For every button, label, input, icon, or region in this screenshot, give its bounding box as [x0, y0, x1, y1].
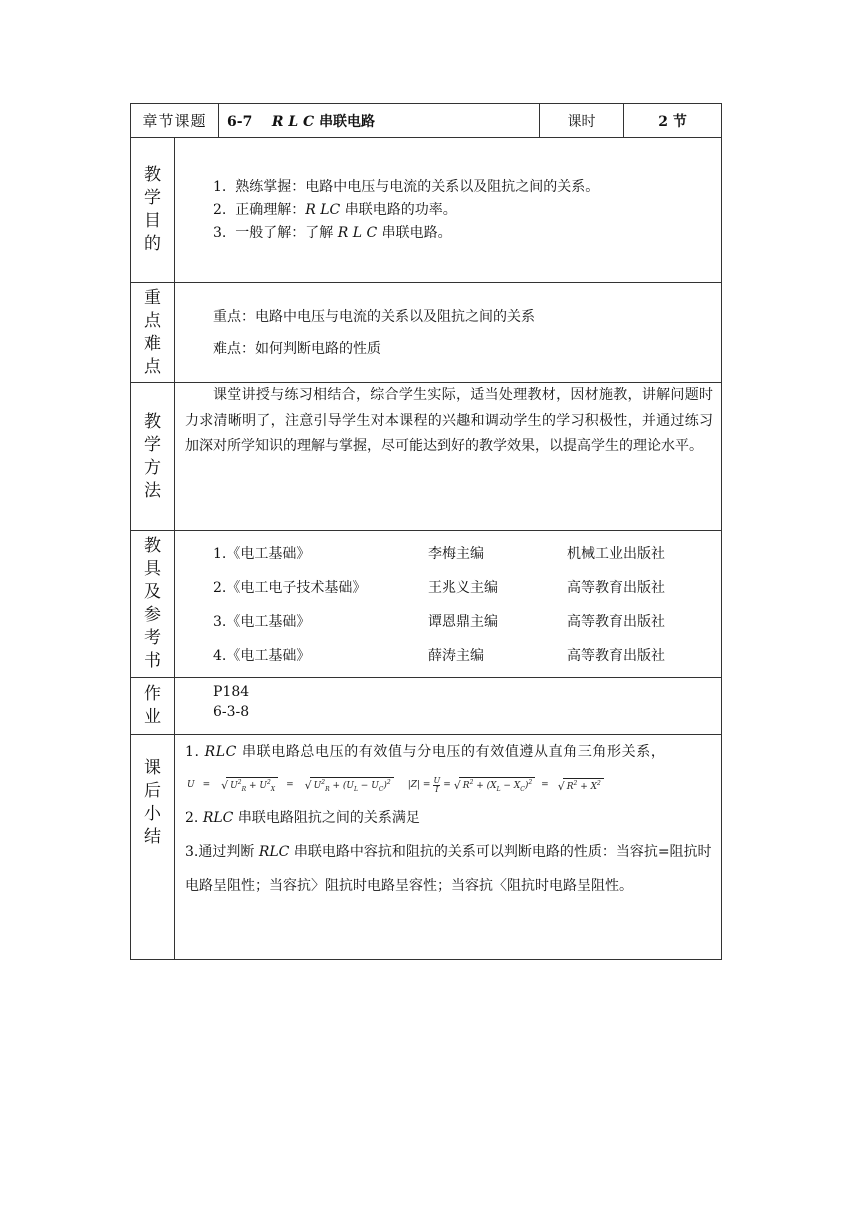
objectives-label: 教 学 目 的	[131, 138, 175, 283]
homework-content	[175, 678, 722, 735]
reference-item	[213, 604, 721, 638]
difficult-point-text: 难点：如何判断电路的性质	[213, 340, 381, 357]
voltage-formula: U = √ $U^2_R + U^2_X$ = √ $U^2_R + (U_L - U_C)^2$ |Z| = $\frac{U}{I}$ = √ $R^2 + (X_L - X_C)^2$ = √ $R^2 + X^2$	[185, 769, 713, 801]
lesson-symbol: R L C	[271, 113, 315, 130]
hours-value: 2 节	[624, 104, 722, 138]
homework-row	[131, 678, 722, 735]
key-point-text: 重点：电路中电压与电流的关系以及阻抗之间的关系	[213, 308, 535, 325]
objective-item: 3. 一般了解：了解 R L C 串联电路。	[213, 224, 452, 241]
references-label: 教 具 及 参 考 书	[131, 531, 175, 678]
reference-publisher: 高等教育出版社	[567, 580, 665, 596]
reference-book: 3.《电工基础》	[213, 614, 311, 630]
reference-book: 1.《电工基础》	[213, 546, 311, 562]
reference-publisher: 机械工业出版社	[567, 546, 665, 562]
lesson-number: 6-7	[227, 113, 253, 130]
reference-editor: 谭恩鼎主编	[428, 614, 498, 630]
reference-publisher: 高等教育出版社	[567, 648, 665, 664]
method-content	[175, 383, 722, 531]
summary-label: 课 后 小 结	[131, 735, 175, 960]
summary-item-1: 1. RLC 串联电路总电压的有效值与分电压的有效值遵从直角三角形关系，	[185, 744, 666, 760]
objectives-list	[213, 176, 721, 245]
lesson-title-text: 串联电路	[319, 113, 376, 130]
summary-item-2: 2. RLC 串联电路阻抗之间的关系满足	[185, 810, 420, 826]
summary-row	[131, 735, 722, 960]
summary-content	[175, 735, 722, 960]
lesson-title	[219, 104, 540, 138]
method-label: 教 学 方 法	[131, 383, 175, 531]
method-text: 课堂讲授与练习相结合，综合学生实际，适当处理教材，因材施教，讲解问题时力求清晰明了，注意引导学生对本课程的兴趣和调动学生的学习积极性，并通过练习加深对所学知识的理解与掌握，尽可能达到好的教学效果，以提高学生的理论水平。	[185, 387, 714, 454]
objective-item: 2. 正确理解：R LC 串联电路的功率。	[213, 201, 457, 218]
references-list	[213, 536, 721, 672]
reference-editor: 李梅主编	[428, 546, 484, 562]
objectives-content	[175, 138, 722, 283]
references-content	[175, 531, 722, 678]
reference-editor: 王兆义主编	[428, 580, 498, 596]
summary-item-3: 3.通过判断 RLC 串联电路中容抗和阻抗的关系可以判断电路的性质：当容抗=阻抗时电路呈阻性；当容抗〉阻抗时电路呈容性；当容抗〈阻抗时电路呈阻性。	[185, 844, 712, 894]
reference-item	[213, 536, 721, 570]
key-points-row	[131, 283, 722, 383]
method-row	[131, 383, 722, 531]
objective-item: 1. 熟练掌握：电路中电压与电流的关系以及阻抗之间的关系。	[213, 178, 600, 195]
chapter-label: 章节课题	[131, 104, 219, 138]
reference-item	[213, 570, 721, 604]
lesson-plan-table	[130, 103, 722, 960]
reference-book: 4.《电工基础》	[213, 648, 311, 664]
homework-exercise: 6-3-8	[213, 704, 250, 720]
reference-editor: 薛涛主编	[428, 648, 484, 664]
header-row	[131, 104, 722, 138]
hours-label: 课时	[540, 104, 624, 138]
reference-publisher: 高等教育出版社	[567, 614, 665, 630]
objectives-row	[131, 138, 722, 283]
reference-item	[213, 638, 721, 672]
homework-label: 作 业	[131, 678, 175, 735]
key-points-label: 重 点 难 点	[131, 283, 175, 383]
key-points-content	[175, 283, 722, 383]
references-row	[131, 531, 722, 678]
reference-book: 2.《电工电子技术基础》	[213, 580, 367, 596]
homework-page: P184	[213, 684, 250, 700]
